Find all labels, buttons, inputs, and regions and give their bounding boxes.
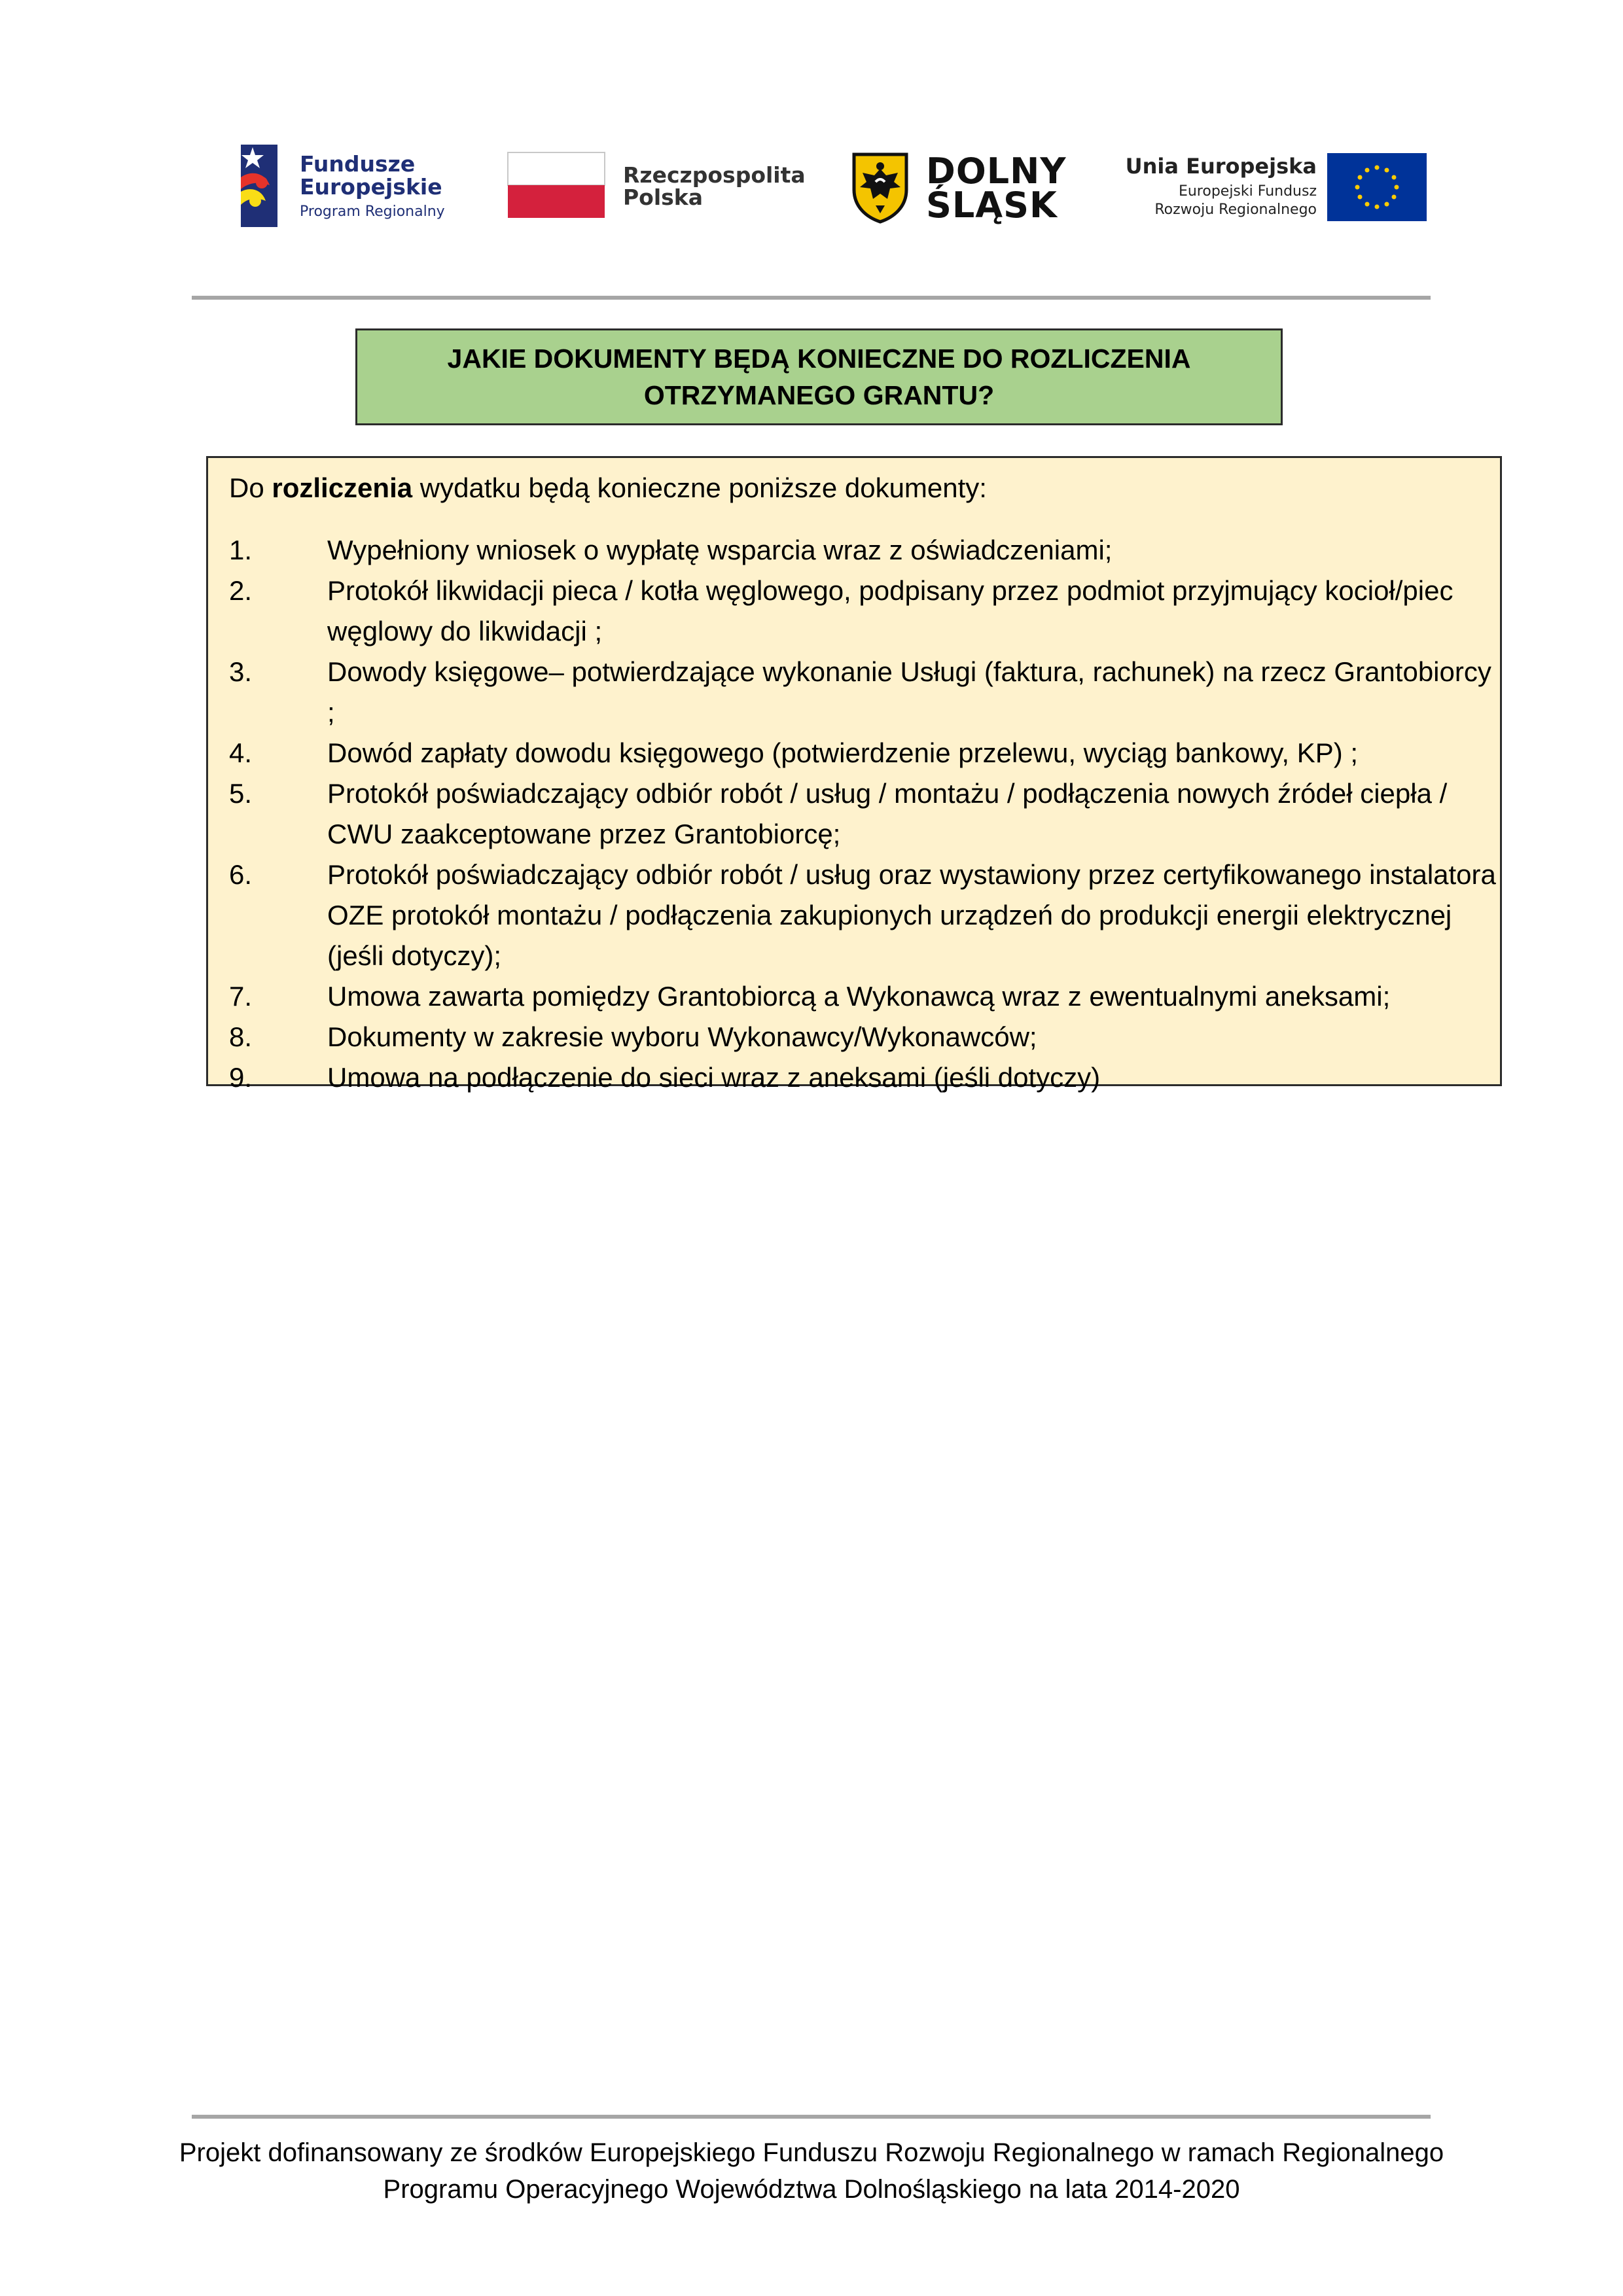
item-number: 8. bbox=[229, 1021, 253, 1052]
intro-text bbox=[229, 471, 987, 505]
footer-divider bbox=[192, 2115, 1431, 2119]
polish-flag-icon bbox=[507, 152, 605, 219]
item-text: Umowa zawarta pomiędzy Grantobiorcą a Wykonawcą wraz z ewentualnymi aneksami; bbox=[327, 981, 1391, 1012]
list-item bbox=[229, 571, 1505, 652]
fundusze-line3: Program Regionalny bbox=[300, 203, 445, 220]
item-text: Dowody księgowe– potwierdzające wykonanie Usługi (faktura, rachunek) na rzecz Grantobiorcy ; bbox=[327, 656, 1491, 728]
silesian-eagle-shield-icon bbox=[851, 152, 910, 224]
footer-line1: Projekt dofinansowany ze środków Europejskiego Funduszu Rozwoju Regionalnego w ramach Regionalnego bbox=[179, 2138, 1444, 2167]
dolny-slask-line2: ŚLĄSK bbox=[926, 185, 1058, 226]
list-item bbox=[229, 855, 1505, 976]
list-item bbox=[229, 1057, 1505, 1098]
documents-box bbox=[206, 456, 1502, 1093]
list-item bbox=[229, 733, 1505, 773]
eu-flag-icon bbox=[1327, 153, 1427, 221]
intro-prefix: Do bbox=[229, 472, 272, 503]
item-text: Dowód zapłaty dowodu księgowego (potwierdzenie przelewu, wyciąg bankowy, KP) ; bbox=[327, 737, 1359, 768]
item-text: Dokumenty w zakresie wyboru Wykonawcy/Wykonawców; bbox=[327, 1021, 1037, 1052]
dolny-slask-logo bbox=[851, 152, 1067, 224]
item-number: 4. bbox=[229, 737, 253, 768]
item-number: 7. bbox=[229, 981, 253, 1012]
footer-line2: Programu Operacyjnego Województwa Dolnośląskiego na lata 2014-2020 bbox=[383, 2175, 1240, 2204]
item-number: 9. bbox=[229, 1062, 253, 1093]
item-number: 2. bbox=[229, 575, 253, 606]
item-text: Protokół poświadczający odbiór robót / usług oraz wystawiony przez certyfikowanego instalatora OZE protokół montażu / podłączenia zakupionych urządzeń do produkcji energii elektrycznej (jeśli dotyczy); bbox=[327, 859, 1496, 971]
item-number: 5. bbox=[229, 778, 253, 809]
list-item bbox=[229, 976, 1505, 1017]
unia-line1: Unia Europejska bbox=[1125, 154, 1317, 179]
heading-line1: JAKIE DOKUMENTY BĘDĄ KONIECZNE DO ROZLICZENIA bbox=[447, 344, 1191, 374]
unia-europejska-logo bbox=[1113, 150, 1427, 224]
item-number: 1. bbox=[229, 535, 253, 565]
item-text: Protokół likwidacji pieca / kotła węglowego, podpisany przez podmiot przyjmujący kocioł/piec węglowy do likwidacji ; bbox=[327, 575, 1454, 646]
logo-bar bbox=[0, 0, 1623, 275]
item-text: Umowa na podłączenie do sieci wraz z aneksami (jeśli dotyczy) bbox=[327, 1062, 1101, 1093]
heading-line2: OTRZYMANEGO GRANTU? bbox=[643, 380, 995, 410]
fundusze-line2: Europejskie bbox=[300, 174, 442, 200]
fundusze-europejskie-emblem-icon bbox=[236, 141, 281, 229]
dolny-slask-line1: DOLNY bbox=[926, 150, 1067, 192]
list-item bbox=[229, 652, 1505, 733]
fundusze-line1: Fundusze bbox=[300, 151, 416, 177]
unia-line3: Rozwoju Regionalnego bbox=[1154, 202, 1317, 218]
item-number: 3. bbox=[229, 656, 253, 687]
header-divider bbox=[192, 296, 1431, 300]
list-item bbox=[229, 1017, 1505, 1057]
unia-line2: Europejski Fundusz bbox=[1178, 183, 1317, 200]
item-number: 6. bbox=[229, 859, 253, 890]
item-text: Wypełniony wniosek o wypłatę wsparcia wraz z oświadczeniami; bbox=[327, 535, 1113, 565]
section-heading bbox=[355, 328, 1283, 425]
intro-suffix: wydatku będą konieczne poniższe dokumenty: bbox=[412, 472, 987, 503]
intro-bold: rozliczenia bbox=[272, 472, 413, 503]
item-text: Protokół poświadczający odbiór robót / usług / montażu / podłączenia nowych źródeł ciepła / CWU zaakceptowane przez Grantobiorcę; bbox=[327, 778, 1448, 849]
rzeczpospolita-line1: Rzeczpospolita bbox=[623, 162, 806, 188]
list-item bbox=[229, 773, 1505, 855]
fundusze-europejskie-logo bbox=[236, 141, 458, 229]
rzeczpospolita-polska-logo bbox=[507, 152, 806, 220]
list-item bbox=[229, 530, 1505, 571]
footer-note bbox=[0, 2134, 1623, 2208]
document-list bbox=[229, 530, 1505, 1098]
rzeczpospolita-line2: Polska bbox=[623, 185, 704, 210]
